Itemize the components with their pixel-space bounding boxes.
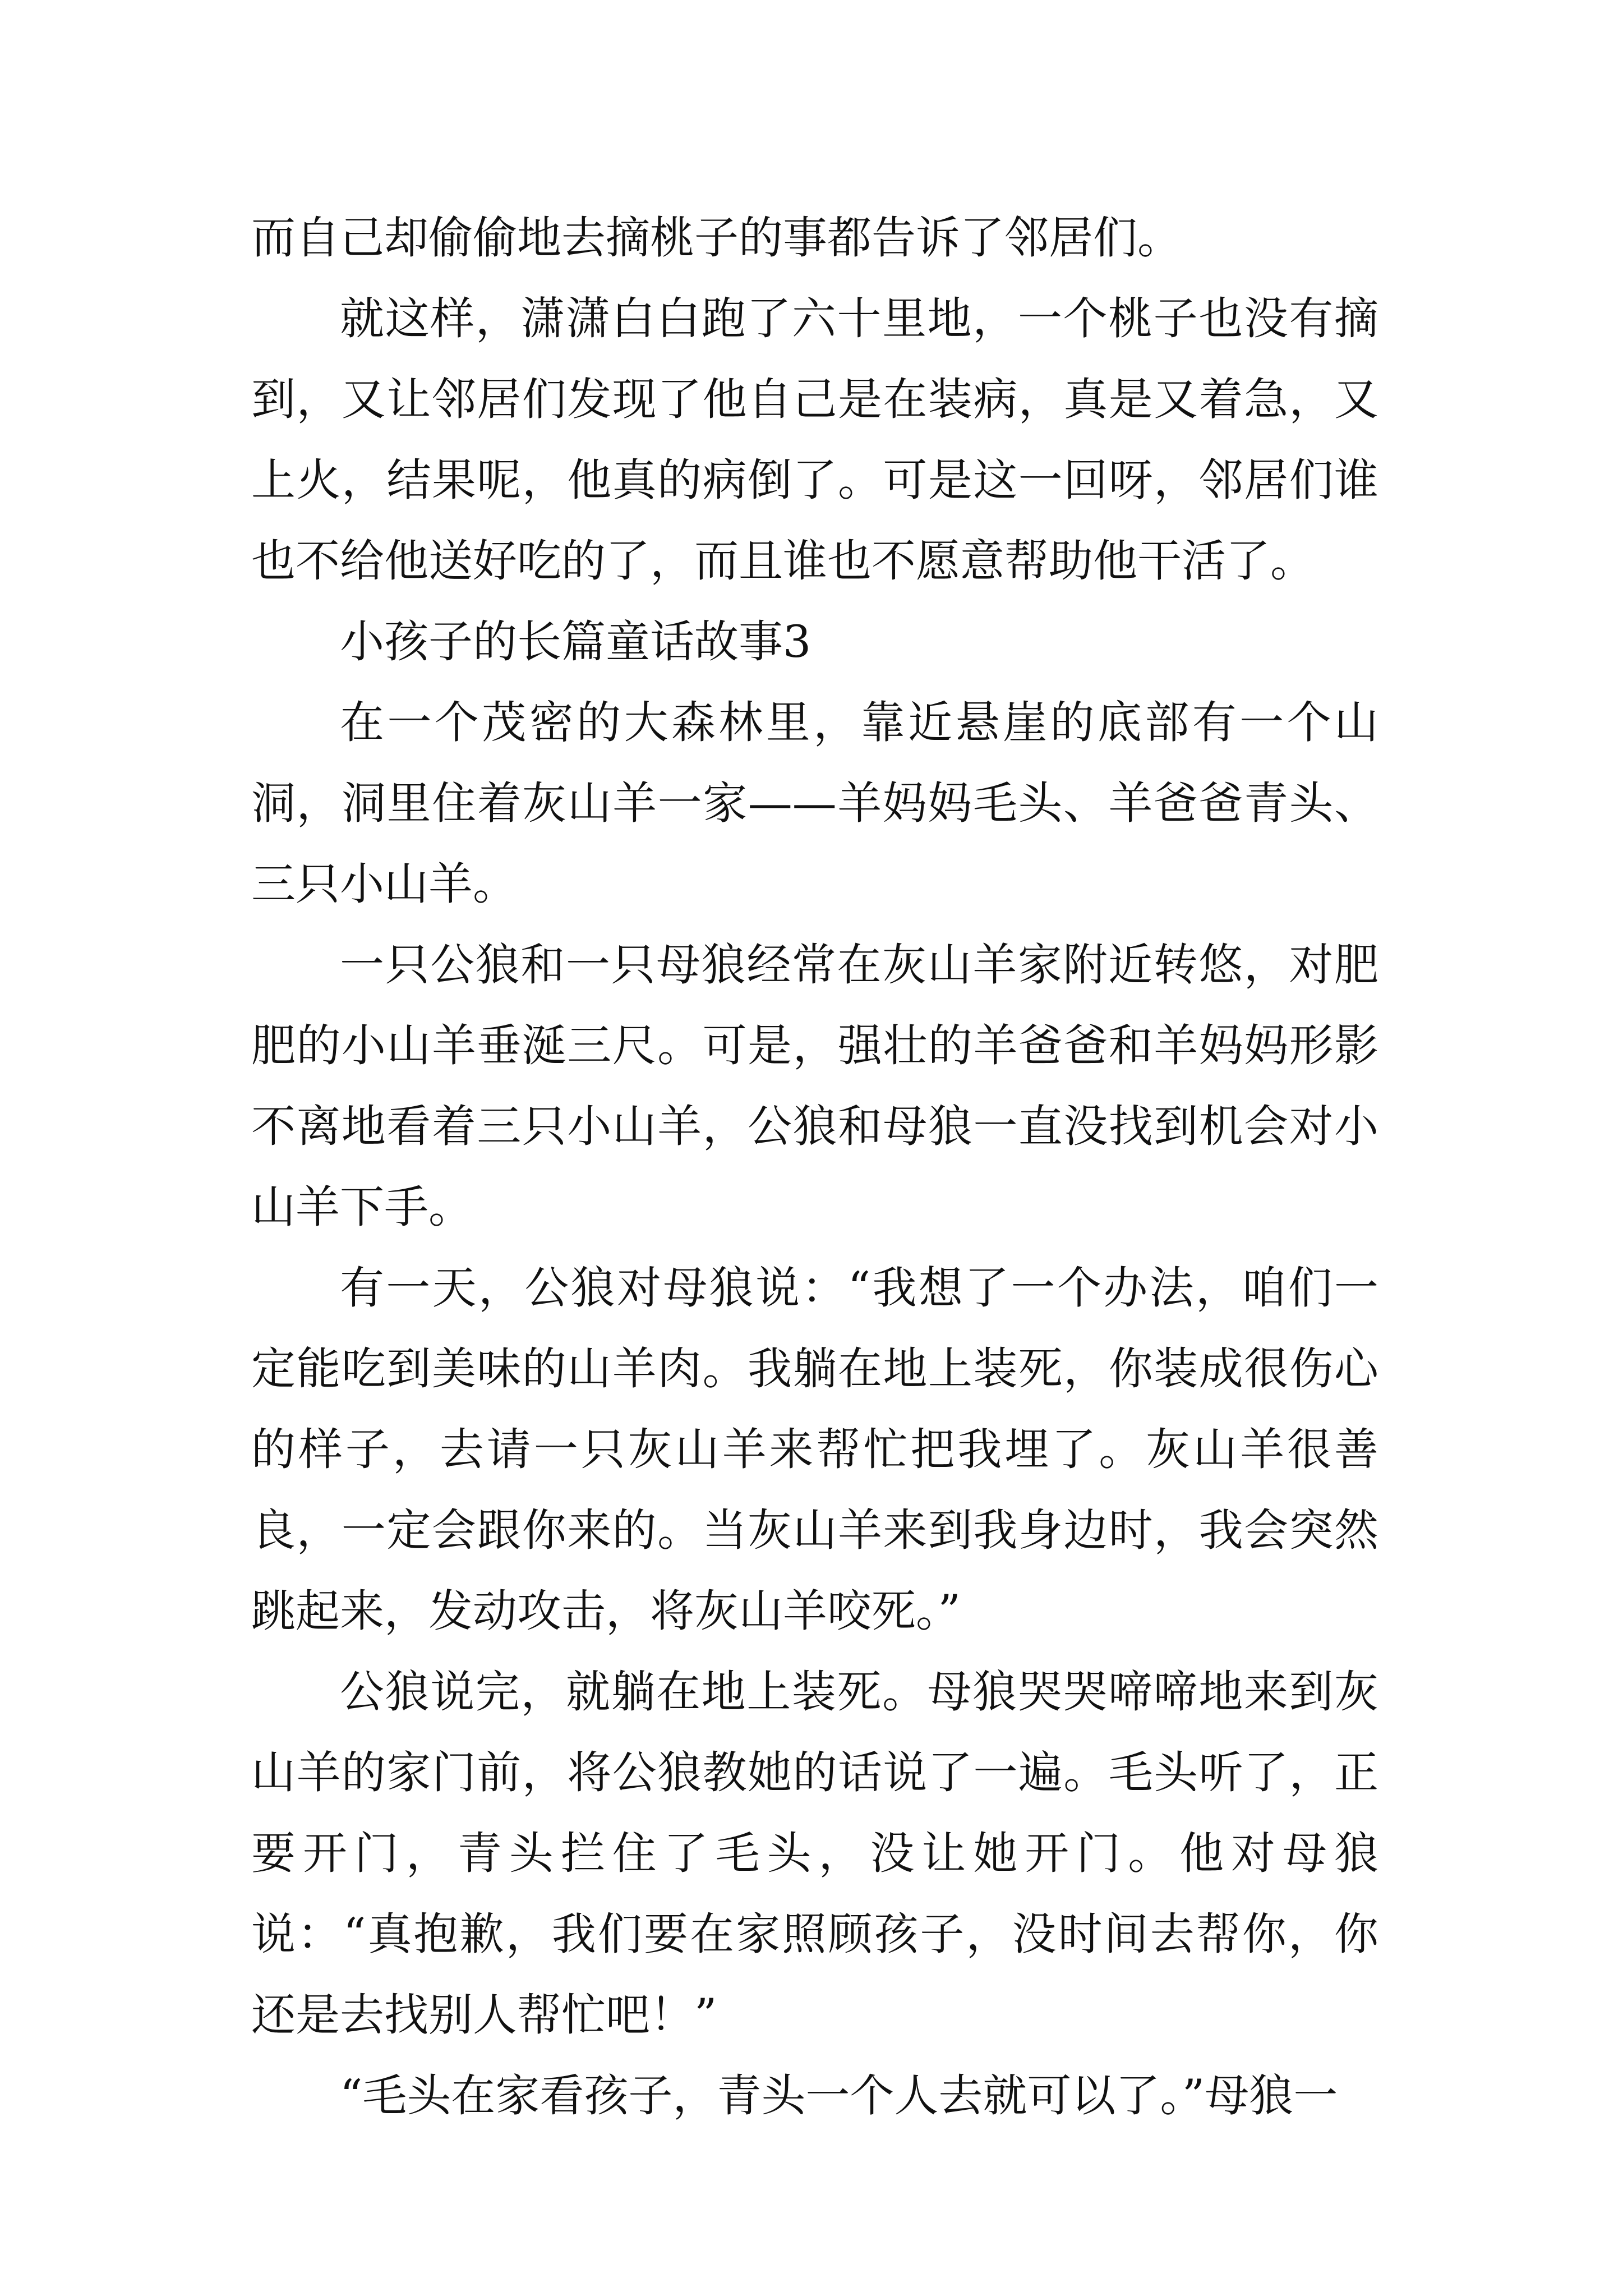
document-body — [251, 197, 1378, 2136]
paragraph: 在一个茂密的大森林里，靠近悬崖的底部有一个山洞，洞里住着灰山羊一家——羊妈妈毛头、羊爸爸青头、三只小山羊。 — [251, 697, 1378, 910]
section-heading: 小孩子的长篇童话故事3 — [340, 616, 811, 668]
paragraph: 有一天，公狼对母狼说：“我想了一个办法，咱们一定能吃到美味的山羊肉。我躺在地上装死，你装成很伤心的样子，去请一只灰山羊来帮忙把我埋了。灰山羊很善良，一定会跟你来的。当灰山羊来到我身边时，我会突然跳起来，发动攻击，将灰山羊咬死。” — [251, 1262, 1378, 1637]
paragraph-continuation: 而自己却偷偷地去摘桃子的事都告诉了邻居们。 — [251, 212, 1182, 264]
paragraph: 一只公狼和一只母狼经常在灰山羊家附近转悠，对肥肥的小山羊垂涎三尺。可是，强壮的羊爸爸和羊妈妈形影不离地看着三只小山羊，公狼和母狼一直没找到机会对小山羊下手。 — [251, 939, 1378, 1233]
paragraph: 公狼说完，就躺在地上装死。母狼哭哭啼啼地来到灰山羊的家门前，将公狼教她的话说了一遍。毛头听了，正要开门，青头拦住了毛头，没让她开门。他对母狼说：“真抱歉，我们要在家照顾孩子，没时间去帮你，你还是去找别人帮忙吧！” — [251, 1666, 1378, 2041]
paragraph: “毛头在家看孩子，青头一个人去就可以了。”母狼一 — [340, 2070, 1338, 2122]
paragraph: 就这样，潇潇白白跑了六十里地，一个桃子也没有摘到，又让邻居们发现了他自己是在装病，真是又着急，又上火，结果呢，他真的病倒了。可是这一回呀，邻居们谁也不给他送好吃的了，而且谁也不愿意帮助他干活了。 — [251, 293, 1378, 587]
